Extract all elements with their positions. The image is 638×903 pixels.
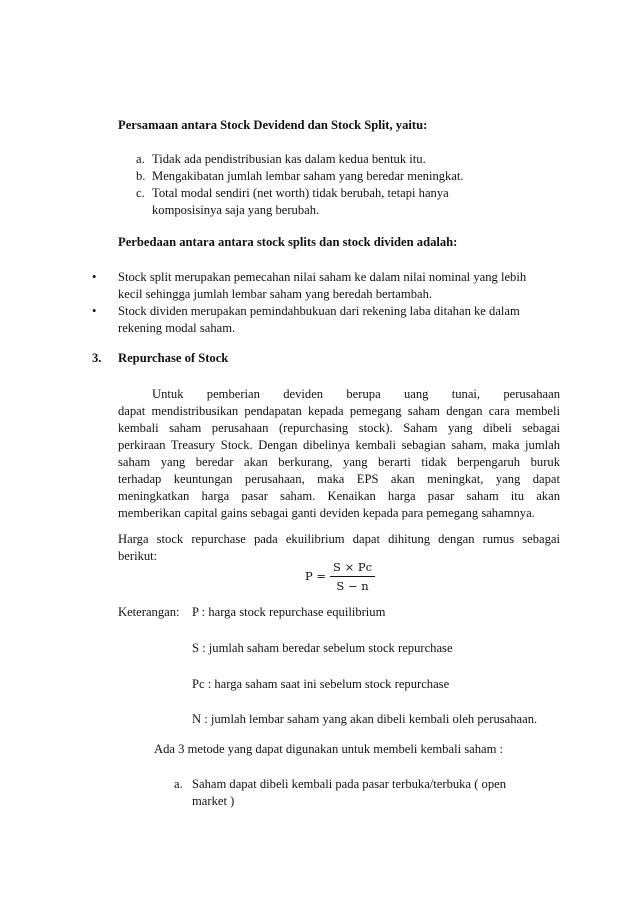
- keterangan-label: Keterangan:: [118, 605, 180, 619]
- list-item: [136, 168, 496, 185]
- list-marker: b.: [136, 169, 146, 183]
- keterangan-item: S : jumlah saham beredar sebelum stock repurchase: [192, 641, 453, 655]
- list-item-text: komposisinya saja yang berubah.: [152, 203, 320, 217]
- list-item: [136, 151, 496, 168]
- paragraph-line: berikut:: [118, 549, 158, 563]
- list-item-text: Stock dividen merupakan pemindahbukuan dari rekening laba ditahan ke dalam: [118, 304, 520, 318]
- list-item-text: market ): [192, 794, 235, 808]
- paragraph-line: perkiraan Treasury Stock. Dengan dibelinya kembali sebagian saham, maka jumlah: [118, 438, 560, 452]
- paragraph-line: dapat mendistribusikan pendapatan kepada pemegang saham dengan cara membeli: [118, 404, 560, 418]
- formula-denominator: S − n: [336, 579, 369, 593]
- list-perbedaan: [92, 269, 552, 337]
- list-persamaan: [136, 151, 496, 219]
- paragraph-line: Harga stock repurchase pada ekuilibrium dapat dihitung dengan rumus sebagai: [118, 532, 560, 546]
- list-marker: a.: [136, 152, 145, 166]
- metode-intro: Ada 3 metode yang dapat digunakan untuk membeli kembali saham :: [154, 742, 504, 756]
- formula-numerator: S × Pc: [330, 560, 375, 577]
- list-item: [92, 269, 552, 303]
- section-title: Repurchase of Stock: [118, 351, 229, 365]
- list-item-text: Mengakibatan jumlah lembar saham yang beredar meningkat.: [152, 169, 464, 183]
- bullet-icon: •: [92, 270, 97, 284]
- list-item-text: kecil sehingga jumlah lembar saham yang beredah bertambah.: [118, 287, 433, 301]
- paragraph-line: memberikan capital gains sebagai ganti deviden kepada para pemegang sahamnya.: [118, 506, 535, 520]
- paragraph-line: saham yang beredar akan berkurang, yang berarti tidak berpengaruh buruk: [118, 455, 560, 469]
- paragraph-line: terhadap keuntungan perusahaan, maka EPS akan meningkat, yang dapat: [118, 472, 560, 486]
- formula-equilibrium-price: [305, 560, 375, 593]
- list-item: [174, 776, 534, 810]
- paragraph-repurchase: [118, 386, 560, 522]
- keterangan-item: P : harga stock repurchase equilibrium: [192, 605, 386, 619]
- list-item-text: rekening modal saham.: [118, 321, 236, 335]
- paragraph-line: Untuk pemberian deviden berupa uang tunai, perusahaan: [152, 387, 560, 401]
- list-metode: [174, 776, 534, 810]
- section-number: 3.: [92, 351, 102, 365]
- formula-lhs: P =: [305, 569, 327, 583]
- list-item-text: Tidak ada pendistribusian kas dalam kedua bentuk itu.: [152, 152, 426, 166]
- formula-fraction: [330, 560, 375, 593]
- bullet-icon: •: [92, 304, 97, 318]
- list-item-text: Saham dapat dibeli kembali pada pasar terbuka/terbuka ( open: [192, 777, 507, 791]
- keterangan-item: N : jumlah lembar saham yang akan dibeli kembali oleh perusahaan.: [192, 712, 538, 726]
- heading-persamaan: Persamaan antara Stock Devidend dan Stock Split, yaitu:: [118, 118, 428, 132]
- list-item-text: Total modal sendiri (net worth) tidak berubah, tetapi hanya: [152, 186, 449, 200]
- list-item: [136, 185, 496, 219]
- list-marker: c.: [136, 186, 145, 200]
- heading-perbedaan: Perbedaan antara antara stock splits dan stock dividen adalah:: [118, 235, 458, 249]
- list-item: [92, 303, 552, 337]
- paragraph-line: meningkatkan harga pasar saham. Kenaikan harga pasar saham itu akan: [118, 489, 560, 503]
- list-item-text: Stock split merupakan pemecahan nilai saham ke dalam nilai nominal yang lebih: [118, 270, 527, 284]
- list-marker: a.: [174, 777, 183, 791]
- paragraph-line: kembali saham perusahaan (repurchasing stock). Saham yang dibeli sebagai: [118, 421, 560, 435]
- keterangan-item: Pc : harga saham saat ini sebelum stock repurchase: [192, 677, 450, 691]
